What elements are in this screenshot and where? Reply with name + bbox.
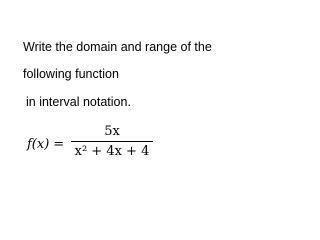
fraction: [71, 123, 153, 160]
fraction-bar: [71, 141, 153, 142]
fraction-numerator: 5x: [104, 124, 120, 139]
function-name: f(x): [27, 137, 50, 152]
fraction-denominator: x² + 4x + 4: [74, 144, 150, 159]
function-lhs: [27, 137, 64, 152]
equals-sign: =: [53, 137, 65, 152]
instruction-line-1: Write the domain and range of the: [23, 40, 212, 54]
instruction-line-2: following function: [23, 67, 119, 81]
instruction-line-3: in interval notation.: [26, 95, 131, 109]
